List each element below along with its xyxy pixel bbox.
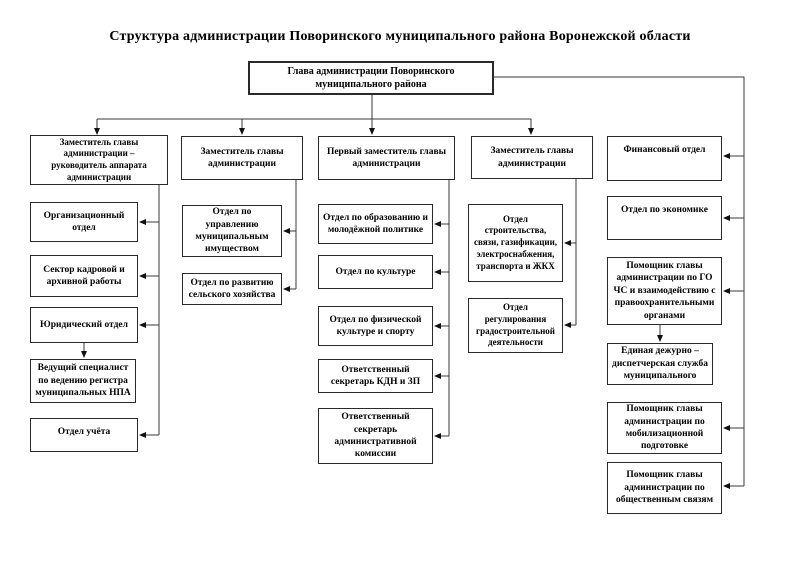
node-deputy-head-4: Заместитель главы администрации bbox=[471, 136, 593, 179]
node-finance-dept: Финансовый отдел bbox=[607, 136, 722, 181]
node-legal-dept: Юридический отдел bbox=[30, 307, 138, 343]
node-kdn-zp-secretary: Ответственный секретарь КДН и ЗП bbox=[318, 359, 433, 393]
node-first-deputy-head: Первый заместитель главы администрации bbox=[318, 136, 455, 180]
node-go-chs-assistant: Помощник главы администрации по ГО ЧС и взаимодействию с правоохранительными органами bbox=[607, 257, 722, 325]
node-construction-utilities-dept: Отдел строительства, связи, газификации, электроснабжения, транспорта и ЖКХ bbox=[468, 204, 563, 282]
node-hr-archive-sector: Сектор кадровой и архивной работы bbox=[30, 255, 138, 297]
node-admin-commission-secretary: Ответственный секретарь административной комиссии bbox=[318, 408, 433, 464]
chart-title: Структура администрации Поворинского муниципального района Воронежской области bbox=[109, 29, 691, 44]
node-sport-dept: Отдел по физической культуре и спорту bbox=[318, 306, 433, 346]
node-accounting-dept: Отдел учёта bbox=[30, 418, 138, 452]
node-culture-dept: Отдел по культуре bbox=[318, 255, 433, 289]
node-head-of-administration: Глава администрации Поворинского муниципального района bbox=[248, 61, 494, 95]
node-municipal-property-dept: Отдел по управлению муниципальным имуществом bbox=[182, 205, 282, 257]
node-unified-dispatch-service: Единая дежурно – диспетчерская служба муниципального bbox=[607, 343, 713, 385]
node-agriculture-dept: Отдел по развитию сельского хозяйства bbox=[182, 273, 282, 305]
node-public-relations-assistant: Помощник главы администрации по общественным связям bbox=[607, 462, 722, 514]
node-education-youth-dept: Отдел по образованию и молодёжной политике bbox=[318, 204, 433, 244]
node-npa-registry-specialist: Ведущий специалист по ведению регистра муниципальных НПА bbox=[30, 359, 136, 403]
node-deputy-head-apparatus: Заместитель главы администрации – руководитель аппарата администрации bbox=[30, 135, 168, 185]
node-organizational-dept: Организационный отдел bbox=[30, 202, 138, 242]
node-urban-planning-dept: Отдел регулирования градостроительной деятельности bbox=[468, 298, 563, 353]
node-mobilization-assistant: Помощник главы администрации по мобилизационной подготовке bbox=[607, 402, 722, 454]
node-deputy-head-2: Заместитель главы администрации bbox=[181, 136, 303, 180]
node-economy-dept: Отдел по экономике bbox=[607, 196, 722, 240]
